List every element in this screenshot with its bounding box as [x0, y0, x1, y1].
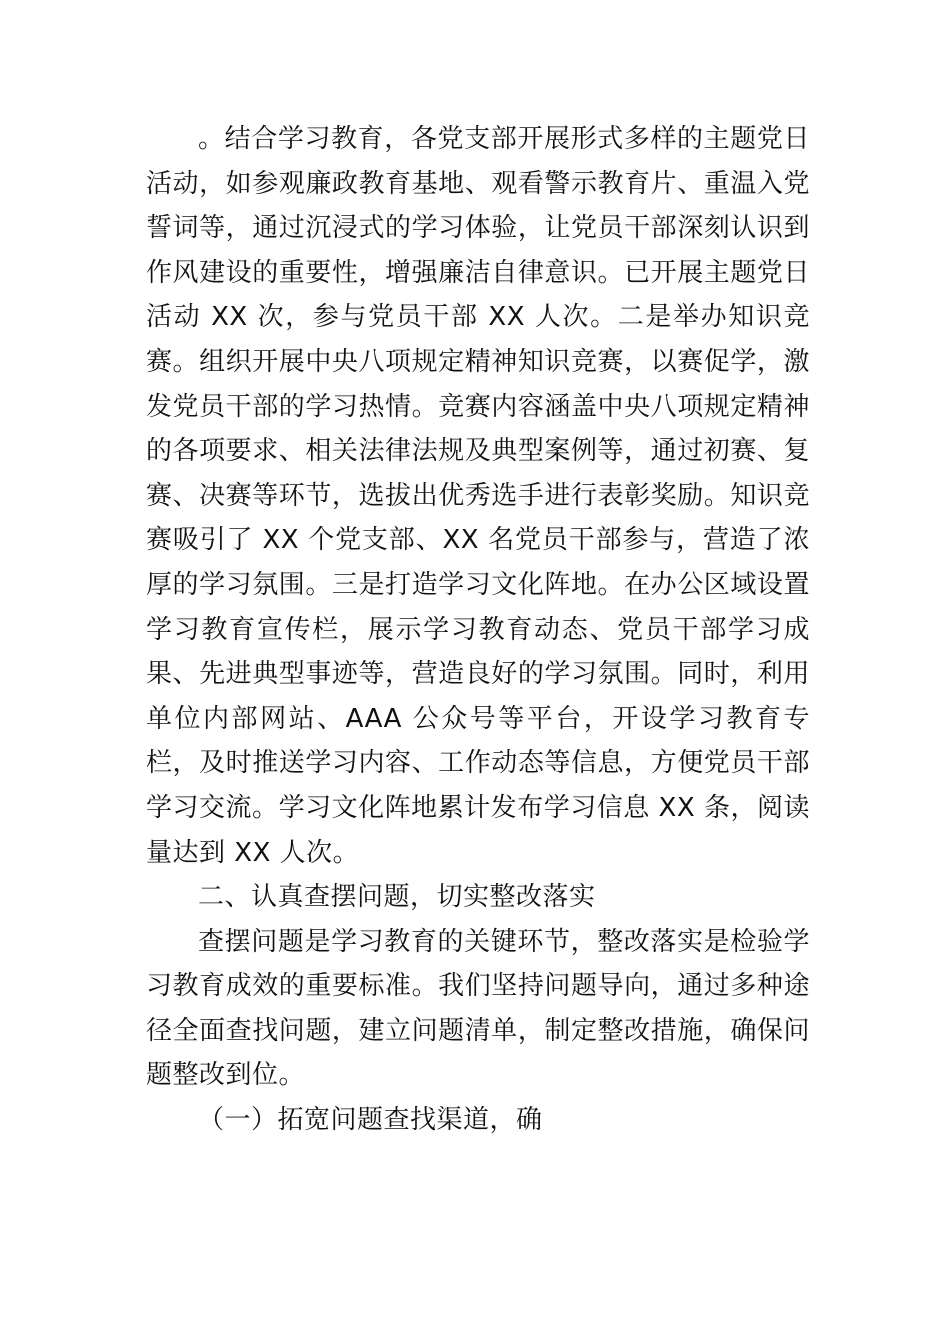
document-body	[146, 117, 810, 1143]
paragraph-problem-intro: 查摆问题是学习教育的关键环节，整改落实是检验学习教育成效的重要标准。我们坚持问题导向，通过多种途径全面查找问题，建立问题清单，制定整改措施，确保问题整改到位。	[146, 926, 810, 1091]
subsection-heading-channels: （一）拓宽问题查找渠道，确	[198, 1105, 543, 1136]
section-heading-problems: 二、认真查摆问题，切实整改落实	[198, 882, 596, 913]
paragraph-theme-activities: 。结合学习教育，各党支部开展形式多样的主题党日活动，如参观廉政教育基地、观看警示教育片、重温入党誓词等，通过沉浸式的学习体验，让党员干部深刻认识到作风建设的重要性，增强廉洁自律意识。已开展主题党日活动 XX 次，参与党员干部 XX 人次。二是举办知识竞赛。组织开展中央八项规定精神知识竞赛，以赛促学，激发党员干部的学习热情。竞赛内容涵盖中央八项规定精神的各项要求、相关法律法规及典型案例等，通过初赛、复赛、决赛等环节，选拔出优秀选手进行表彰奖励。知识竞赛吸引了 XX 个党支部、XX 名党员干部参与，营造了浓厚的学习氛围。三是打造学习文化阵地。在办公区域设置学习教育宣传栏，展示学习教育动态、党员干部学习成果、先进典型事迹等，营造良好的学习氛围。同时，利用单位内部网站、AAA 公众号等平台，开设学习教育专栏，及时推送学习内容、工作动态等信息，方便党员干部学习交流。学习文化阵地累计发布学习信息 XX 条，阅读量达到 XX 人次。	[146, 124, 810, 868]
